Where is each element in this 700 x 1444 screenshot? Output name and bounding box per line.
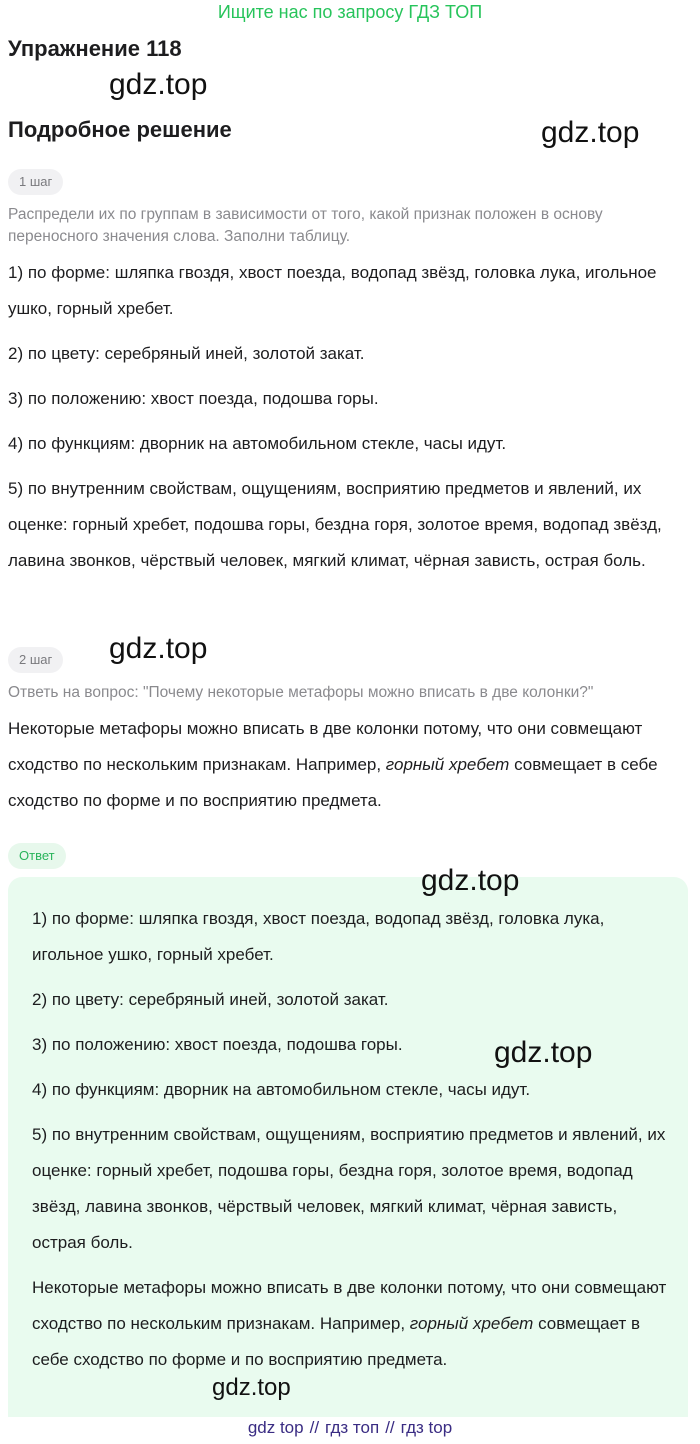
watermark: gdz.top [109, 68, 208, 101]
watermark: gdz.top [109, 632, 208, 665]
section-title: Подробное решение [8, 117, 232, 142]
watermark: gdz.top [494, 1036, 593, 1069]
solution-item: 3) по положению: хвост поезда, подошва горы. [8, 389, 379, 408]
watermark: gdz.top [541, 116, 640, 149]
page-title: Упражнение 118 [8, 36, 182, 61]
paragraph-text: совмещает в себе сходство по форме и по восприятию предмета. [8, 755, 658, 810]
footer-link[interactable]: gdz top [247, 1418, 304, 1437]
answer-item: 2) по цвету: серебряный иней, золотой закат. [32, 990, 389, 1009]
paragraph-text: Некоторые метафоры можно вписать в две колонки потому, что они совмещают сходство по нескольким признакам. Например, [32, 1278, 667, 1333]
watermark: gdz.top [421, 864, 520, 897]
solution-item: 1) по форме: шляпка гвоздя, хвост поезда, водопад звёзд, головка лука, игольное ушко, горный хребет. [8, 263, 657, 318]
step-prompt: Ответь на вопрос: "Почему некоторые метафоры можно вписать в две колонки?" [8, 684, 594, 701]
answer-item: 4) по функциям: дворник на автомобильном стекле, часы идут. [32, 1080, 531, 1099]
paragraph-text: совмещает в себе сходство по форме и по восприятию предмета. [32, 1314, 641, 1369]
answer-item: 5) по внутренним свойствам, ощущениям, восприятию предметов и явлений, их оценке: горный хребет, подошва горы, бездна горя, золотое время, водопад звёзд, лавина звонков, чёрствый человек, мягкий климат, чёрная зависть, острая боль. [32, 1125, 666, 1252]
footer-link[interactable]: гдз топ [325, 1418, 380, 1437]
footer [0, 1418, 700, 1438]
answer-item: 3) по положению: хвост поезда, подошва горы. [32, 1035, 403, 1054]
step-prompt: Распредели их по группам в зависимости от того, какой признак положен в основу переносного значения слова. Заполни таблицу. [8, 206, 603, 245]
solution-item: 2) по цвету: серебряный иней, золотой закат. [8, 344, 365, 363]
step-badge: 1 шаг [8, 169, 63, 195]
answer-badge: Ответ [8, 843, 66, 869]
watermark: gdz.top [212, 1374, 291, 1401]
answer-paragraph [32, 1270, 672, 1378]
answer-item: 1) по форме: шляпка гвоздя, хвост поезда, водопад звёзд, головка лука, игольное ушко, горный хребет. [32, 909, 605, 964]
solution-item: 5) по внутренним свойствам, ощущениям, восприятию предметов и явлений, их оценке: горный хребет, подошва горы, бездна горя, золотое время, водопад звёзд, лавина звонков, чёрствый человек, мягкий климат, чёрная зависть, острая боль. [8, 479, 662, 570]
paragraph-text: Некоторые метафоры можно вписать в две колонки потому, что они совмещают сходство по нескольким признакам. Например, [8, 719, 643, 774]
footer-separator: // [385, 1418, 395, 1437]
step-badge: 2 шаг [8, 647, 63, 673]
solution-item: 4) по функциям: дворник на автомобильном стекле, часы идут. [8, 434, 507, 453]
paragraph-italic: горный хребет [409, 1314, 534, 1333]
top-banner[interactable]: Ищите нас по запросу ГДЗ ТОП [217, 2, 483, 22]
solution-paragraph [8, 711, 692, 819]
paragraph-italic: горный хребет [385, 755, 510, 774]
footer-link[interactable]: гдз top [400, 1418, 453, 1437]
footer-separator: // [309, 1418, 320, 1437]
